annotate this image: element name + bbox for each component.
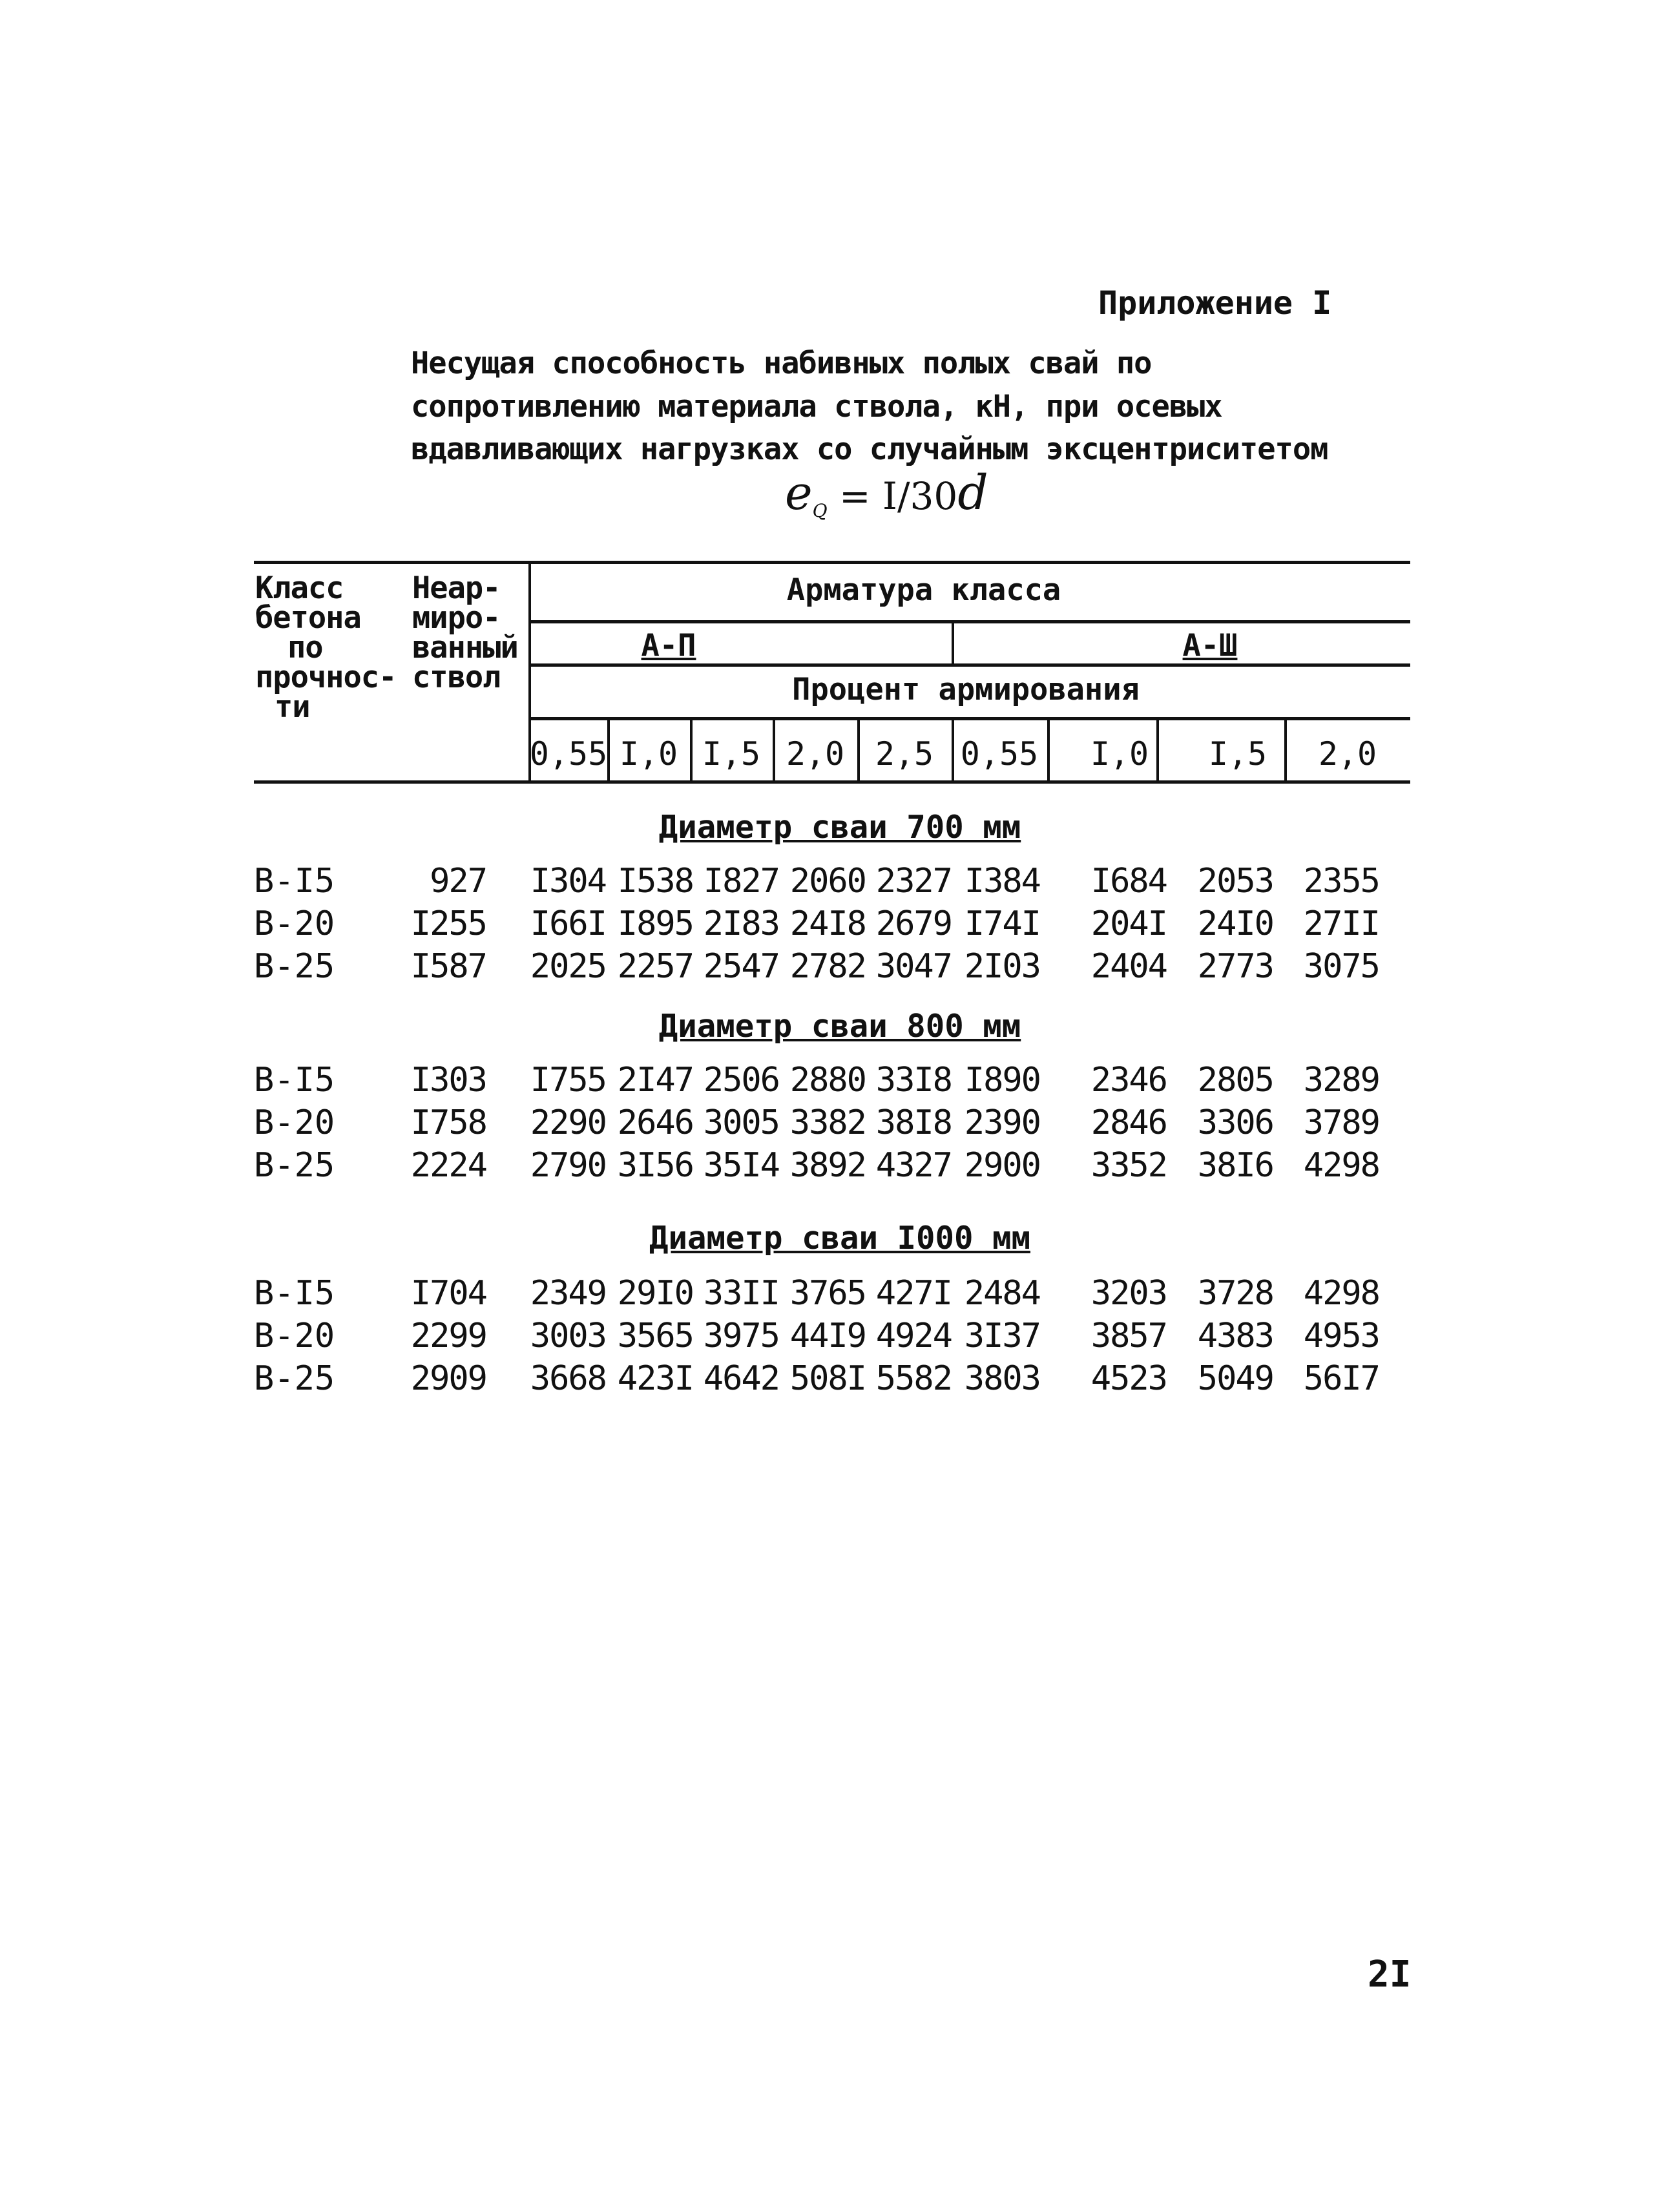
formula-d: d (957, 465, 988, 521)
formula-rest: = I/30 (839, 474, 958, 518)
percent-cell: I,0 (619, 735, 678, 773)
table-cell: 3003 (530, 1317, 606, 1355)
header-percent-label: Процент армирования (792, 672, 1140, 707)
table-cell: 3668 (530, 1359, 606, 1398)
header-concrete-class-line: Класс (255, 570, 344, 606)
table-top-rule (254, 561, 1410, 564)
table-cell: 3857 (1090, 1317, 1167, 1355)
rule-under-reinforcement-class (529, 620, 1410, 623)
table-cell: I755 (530, 1061, 606, 1100)
table-cell: 4383 (1197, 1317, 1273, 1355)
table-cell: I74I (964, 904, 1040, 943)
table-cell: I303 (410, 1061, 486, 1100)
divider-pct-2 (690, 717, 693, 780)
table-cell: 2846 (1090, 1103, 1167, 1142)
table-cell: 3289 (1303, 1061, 1379, 1100)
row-label: B-20 (254, 904, 335, 943)
header-steel-a3: А-Ш (1182, 628, 1238, 663)
formula-subscript: Q (812, 500, 828, 521)
eccentricity-formula (785, 465, 988, 521)
table-cell: I255 (410, 904, 486, 943)
table-header-bottom-rule (254, 780, 1410, 784)
divider-pct-3 (773, 717, 775, 780)
section-title-800: Диаметр сваи 800 мм (658, 1008, 1021, 1045)
percent-cell: I,5 (1208, 735, 1267, 773)
table-cell: 4327 (875, 1146, 952, 1185)
header-concrete-class-line: бетона (255, 600, 361, 636)
table-cell: 4953 (1303, 1317, 1379, 1355)
table-cell: 2355 (1303, 862, 1379, 901)
table-cell: 2025 (530, 947, 606, 986)
header-unreinforced-line: миро- (412, 600, 501, 636)
rule-under-steel-grades (529, 663, 1410, 667)
header-concrete-class-line: ти (275, 689, 310, 725)
table-cell: 2299 (410, 1317, 486, 1355)
table-cell: I758 (410, 1103, 486, 1142)
table-cell: 3382 (789, 1103, 866, 1142)
table-cell: I66I (530, 904, 606, 943)
row-label: B-I5 (254, 1061, 335, 1100)
rule-under-percent-label (529, 717, 1410, 720)
percent-cell: I,5 (702, 735, 761, 773)
table-title-line-2: сопротивлению материала ствола, кН, при осевых (411, 389, 1222, 424)
table-cell: 3892 (789, 1146, 866, 1185)
percent-cell: 0,55 (529, 735, 608, 773)
table-cell: 38I6 (1197, 1146, 1273, 1185)
table-cell: 2290 (530, 1103, 606, 1142)
table-cell: 2404 (1090, 947, 1167, 986)
table-cell: 5582 (875, 1359, 952, 1398)
table-cell: I895 (617, 904, 693, 943)
header-steel-a2: А-П (641, 628, 696, 663)
table-cell: I384 (964, 862, 1040, 901)
appendix-label: Приложение I (1098, 284, 1332, 322)
page-number: 2I (1368, 1954, 1412, 1996)
divider-pct-5 (952, 717, 954, 780)
table-cell: 2646 (617, 1103, 693, 1142)
table-cell: 2547 (703, 947, 779, 986)
table-cell: I704 (410, 1274, 486, 1313)
table-cell: 508I (789, 1359, 866, 1398)
header-unreinforced-stem (412, 570, 518, 695)
header-reinforcement-class: Арматура класса (786, 572, 1061, 608)
table-cell: 3075 (1303, 947, 1379, 986)
table-cell: 4298 (1303, 1274, 1379, 1313)
table-cell: 2053 (1197, 862, 1273, 901)
table-cell: 33II (703, 1274, 779, 1313)
table-cell: 3306 (1197, 1103, 1273, 1142)
table-cell: 2506 (703, 1061, 779, 1100)
table-cell: 2257 (617, 947, 693, 986)
table-cell: 3352 (1090, 1146, 1167, 1185)
table-cell: 2349 (530, 1274, 606, 1313)
table-cell: 27II (1303, 904, 1379, 943)
table-cell: 2900 (964, 1146, 1040, 1185)
table-cell: 2805 (1197, 1061, 1273, 1100)
table-cell: 44I9 (789, 1317, 866, 1355)
header-concrete-class (255, 570, 397, 725)
header-unreinforced-line: Неар- (412, 570, 501, 606)
table-cell: 4523 (1090, 1359, 1167, 1398)
table-cell: 2I83 (703, 904, 779, 943)
table-cell: 4298 (1303, 1146, 1379, 1185)
table-cell: 3203 (1090, 1274, 1167, 1313)
table-cell: 3047 (875, 947, 952, 986)
table-cell: 927 (430, 862, 486, 901)
table-cell: 2060 (789, 862, 866, 901)
table-cell: 2224 (410, 1146, 486, 1185)
table-cell: 4924 (875, 1317, 952, 1355)
section-title-700: Диаметр сваи 700 мм (658, 809, 1021, 846)
table-cell: 38I8 (875, 1103, 952, 1142)
percent-cell: 2,0 (786, 735, 845, 773)
table-cell: 2790 (530, 1146, 606, 1185)
header-unreinforced-line: ствол (412, 660, 501, 695)
table-cell: 2484 (964, 1274, 1040, 1313)
divider-pct-1 (607, 717, 610, 780)
table-title-line-1: Несущая способность набивных полых свай по (411, 346, 1152, 381)
row-label: B-I5 (254, 1274, 335, 1313)
percent-cell: 2,0 (1318, 735, 1377, 773)
table-cell: I587 (410, 947, 486, 986)
table-cell: 2880 (789, 1061, 866, 1100)
table-cell: 2346 (1090, 1061, 1167, 1100)
table-cell: 3728 (1197, 1274, 1273, 1313)
row-label: B-20 (254, 1317, 335, 1355)
formula-e: e (785, 466, 813, 520)
table-cell: 35I4 (703, 1146, 779, 1185)
divider-steel-grades (952, 620, 954, 665)
table-cell: 3803 (964, 1359, 1040, 1398)
divider-pct-7 (1156, 717, 1159, 780)
divider-pct-8 (1284, 717, 1287, 780)
table-cell: 2773 (1197, 947, 1273, 986)
header-concrete-class-line: прочнос- (255, 660, 397, 695)
table-cell: 3975 (703, 1317, 779, 1355)
table-cell: 3005 (703, 1103, 779, 1142)
table-cell: 2679 (875, 904, 952, 943)
row-label: B-25 (254, 1146, 335, 1185)
table-cell: I684 (1090, 862, 1167, 901)
table-cell: 24I8 (789, 904, 866, 943)
percent-cell: I,0 (1090, 735, 1149, 773)
table-cell: 2390 (964, 1103, 1040, 1142)
table-cell: I890 (964, 1061, 1040, 1100)
table-cell: 3I37 (964, 1317, 1040, 1355)
table-cell: I304 (530, 862, 606, 901)
row-label: B-25 (254, 947, 335, 986)
table-cell: 5049 (1197, 1359, 1273, 1398)
header-concrete-class-line: по (287, 630, 323, 665)
table-cell: 56I7 (1303, 1359, 1379, 1398)
table-cell: 2909 (410, 1359, 486, 1398)
row-label: B-20 (254, 1103, 335, 1142)
header-unreinforced-line: ванный (412, 630, 518, 665)
row-label: B-25 (254, 1359, 335, 1398)
table-cell: 3789 (1303, 1103, 1379, 1142)
percent-cell: 0,55 (960, 735, 1039, 773)
table-cell: 423I (617, 1359, 693, 1398)
table-cell: 3I56 (617, 1146, 693, 1185)
divider-pct-4 (857, 717, 860, 780)
table-cell: 29I0 (617, 1274, 693, 1313)
table-cell: 4642 (703, 1359, 779, 1398)
table-cell: 204I (1090, 904, 1167, 943)
table-cell: 2327 (875, 862, 952, 901)
section-title-1000: Диаметр сваи I000 мм (649, 1220, 1031, 1257)
table-cell: 2782 (789, 947, 866, 986)
table-cell: 427I (875, 1274, 952, 1313)
table-cell: 24I0 (1197, 904, 1273, 943)
table-cell: 2I47 (617, 1061, 693, 1100)
table-cell: I538 (617, 862, 693, 901)
table-cell: I827 (703, 862, 779, 901)
table-cell: 33I8 (875, 1061, 952, 1100)
percent-cell: 2,5 (875, 735, 934, 773)
divider-pct-6 (1047, 717, 1050, 780)
row-label: B-I5 (254, 862, 335, 901)
table-cell: 2I03 (964, 947, 1040, 986)
table-cell: 3765 (789, 1274, 866, 1313)
table-cell: 3565 (617, 1317, 693, 1355)
table-title-line-3: вдавливающих нагрузках со случайным эксцентриситетом (411, 432, 1328, 467)
